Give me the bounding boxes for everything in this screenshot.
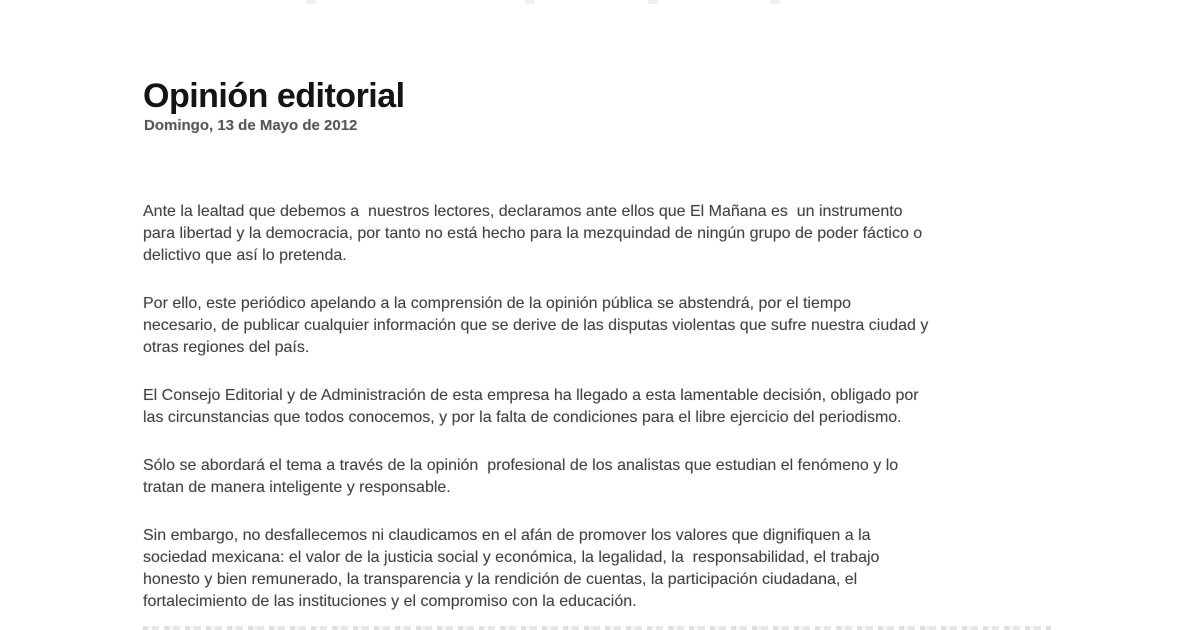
paragraph-line: fortalecimiento de las instituciones y el compromiso con la educación. bbox=[143, 593, 637, 610]
paragraphs bbox=[143, 201, 1058, 613]
paragraph-line: sociedad mexicana: el valor de la justicia social y económica, la legalidad, la responsabilidad, el trabajo bbox=[143, 549, 880, 566]
paragraph bbox=[143, 293, 1058, 359]
cropped-text-remnant bbox=[306, 0, 316, 4]
paragraph-line: Por ello, este periódico apelando a la comprensión de la opinión pública se abstendrá, por el tiempo bbox=[143, 295, 852, 312]
cropped-next-paragraph bbox=[143, 626, 1051, 630]
paragraph-line: las circunstancias que todos conocemos, y por la falta de condiciones para el libre ejercicio del periodismo. bbox=[143, 409, 902, 426]
paragraph-line: delictivo que así lo pretenda. bbox=[143, 247, 347, 264]
paragraph-line: Sólo se abordará el tema a través de la opinión profesional de los analistas que estudian el fenómeno y lo bbox=[143, 457, 899, 474]
page-title: Opinión editorial bbox=[143, 77, 405, 115]
paragraph bbox=[143, 455, 1058, 499]
paragraph-line: El Consejo Editorial y de Administración de esta empresa ha llegado a esta lamentable decisión, obligado por bbox=[143, 387, 919, 404]
paragraph bbox=[143, 525, 1058, 613]
paragraph-line: otras regiones del país. bbox=[143, 339, 310, 356]
paragraph-line: Sin embargo, no desfallecemos ni claudicamos en el afán de promover los valores que dignifiquen a la bbox=[143, 527, 871, 544]
cropped-text-remnant bbox=[770, 0, 780, 4]
cropped-text-remnant bbox=[525, 0, 535, 4]
date-line: Domingo, 13 de Mayo de 2012 bbox=[144, 117, 358, 134]
paragraph bbox=[143, 385, 1058, 429]
paragraph-line: tratan de manera inteligente y responsable. bbox=[143, 479, 451, 496]
paragraph-line: Ante la lealtad que debemos a nuestros lectores, declaramos ante ellos que El Mañana es un instrumento bbox=[143, 203, 903, 220]
paragraph-line: necesario, de publicar cualquier información que se derive de las disputas violentas que sufre nuestra ciudad y bbox=[143, 317, 929, 334]
editorial-content bbox=[143, 76, 1058, 630]
paragraph-line: para libertad y la democracia, por tanto no está hecho para la mezquindad de ningún grupo de poder fáctico o bbox=[143, 225, 923, 242]
paragraph-line: honesto y bien remunerado, la transparencia y la rendición de cuentas, la participación ciudadana, el bbox=[143, 571, 858, 588]
cropped-text-remnant bbox=[648, 0, 658, 4]
paragraph bbox=[143, 201, 1058, 267]
